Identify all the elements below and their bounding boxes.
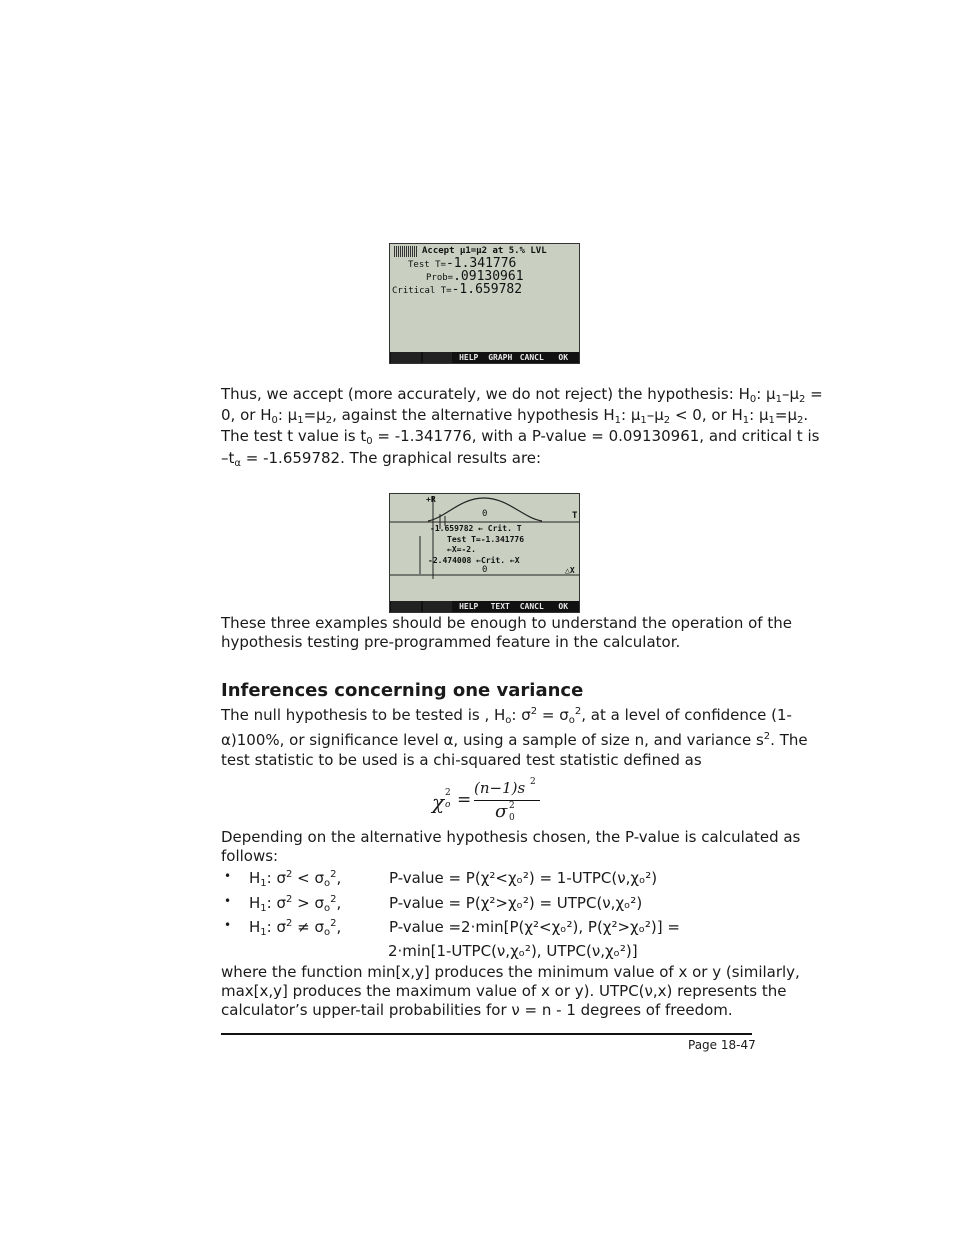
y-axis-label: +R	[426, 495, 436, 504]
footer-rule	[221, 1033, 752, 1035]
formula-den-sup: 2	[509, 801, 515, 811]
text: =	[805, 385, 823, 403]
sub: 1	[742, 415, 750, 426]
sub: 0	[749, 394, 757, 405]
text: : μ	[756, 385, 776, 403]
text: = -1.659782. The graphical results are:	[240, 449, 542, 467]
text: Thus, we accept (more accurately, we do not reject) the hypothesis: H	[221, 385, 750, 403]
text: . The	[770, 731, 808, 749]
bullet-3-condition	[249, 917, 341, 938]
text: .	[803, 406, 809, 424]
bullet-1-condition	[249, 868, 341, 889]
sub: 2	[799, 394, 806, 405]
softkey-2[interactable]	[423, 601, 453, 612]
text: ,	[336, 894, 342, 912]
sup: 2	[330, 869, 337, 880]
text: –t	[221, 449, 235, 467]
sub: o	[324, 927, 331, 938]
softkey-text[interactable]: TEXT	[486, 601, 516, 612]
row-label: Critical T=	[392, 286, 452, 296]
bullet-1-dot: •	[224, 869, 232, 883]
paragraph-min-max-line2: max[x,y] produces the maximum value of x or y). UTPC(ν,x) represents the	[221, 982, 787, 1000]
paragraph-examples-line2: hypothesis testing pre-programmed feature in the calculator.	[221, 633, 681, 651]
calculator-screen-graph	[389, 493, 580, 613]
text: ,	[336, 918, 342, 936]
section-heading: Inferences concerning one variance	[221, 680, 584, 701]
paragraph-examples-line1: These three examples should be enough to understand the operation of the	[221, 614, 792, 632]
formula-numerator: (n−1)s	[474, 779, 526, 797]
text: H	[249, 918, 261, 936]
formula-den-sub: 0	[509, 813, 515, 823]
sup: 2	[330, 918, 337, 929]
sub: o	[505, 715, 512, 726]
sup: 2	[763, 731, 771, 742]
formula-chi-sup: 2	[445, 788, 451, 798]
text: : μ	[277, 406, 298, 424]
text: =μ	[303, 406, 326, 424]
sub: 0	[366, 436, 373, 447]
screen-row-critical	[392, 283, 522, 298]
softkey-bar	[390, 601, 579, 612]
text: ,	[336, 869, 342, 887]
softkey-1[interactable]	[391, 352, 421, 363]
sub: α	[234, 458, 241, 469]
sub: 2	[797, 415, 804, 426]
paragraph-result-line3	[221, 426, 819, 447]
text: 0, or H	[221, 406, 272, 424]
section-para-line3: test statistic to be used is a chi-squared test statistic defined as	[221, 751, 702, 769]
row-value: -1.341776	[445, 256, 517, 271]
formula-equals: =	[457, 790, 472, 810]
text: H	[249, 869, 261, 887]
delta-x-label: △X	[565, 566, 575, 575]
sup: 2	[286, 894, 293, 905]
softkey-ok[interactable]: OK	[549, 601, 579, 612]
bullet-1-pvalue: P-value = P(χ²<χₒ²) = 1-UTPC(ν,χₒ²)	[389, 869, 658, 887]
text: α)100%, or significance level α, using a sample of size n, and variance s	[221, 731, 764, 749]
row-label: Test T=	[408, 260, 446, 270]
paragraph-min-max-line3: calculator’s upper-tail probabilities for ν = n - 1 degrees of freedom.	[221, 1001, 733, 1019]
sup: 2	[286, 869, 293, 880]
row-label: Prob=	[426, 273, 454, 283]
text: < σ	[292, 869, 324, 887]
sub: 2	[663, 415, 671, 426]
screen-title: Accept μ1=μ2 at 5.% LVL	[394, 246, 575, 257]
text: , against the alternative hypothesis H	[332, 406, 615, 424]
bullet-3-dot: •	[224, 918, 232, 932]
bullet-2-pvalue: P-value = P(χ²>χₒ²) = UTPC(ν,χₒ²)	[389, 894, 643, 912]
paragraph-result-line1	[221, 384, 823, 405]
softkey-1[interactable]	[391, 601, 421, 612]
text: : σ	[511, 706, 531, 724]
text: : μ	[621, 406, 641, 424]
row-value: .09130961	[453, 269, 524, 284]
softkey-bar	[390, 352, 579, 363]
text: : σ	[266, 894, 286, 912]
formula-num-sup: 2	[530, 777, 536, 787]
text: The null hypothesis to be tested is , H	[221, 706, 506, 724]
alpha-label: ←X=-2.	[447, 545, 476, 554]
bullet-2-dot: •	[224, 894, 232, 908]
text: ≠ σ	[292, 918, 324, 936]
text: = σ	[537, 706, 569, 724]
sub: 1	[260, 927, 267, 938]
sub: o	[324, 878, 331, 889]
paragraph-result-line4	[221, 448, 541, 469]
softkey-ok[interactable]: OK	[549, 352, 579, 363]
t-axis-label: T	[572, 511, 578, 521]
paragraph-pvalue-line2: follows:	[221, 847, 279, 865]
text: H	[249, 894, 261, 912]
row-value: -1.659782	[451, 282, 523, 297]
paragraph-min-max-line1: where the function min[x,y] produces the minimum value of x or y (similarly,	[221, 963, 800, 981]
text: The test t value is t	[221, 427, 367, 445]
crit-alpha-label: -2.474008 ←Crit. ←X	[428, 556, 520, 565]
text: –μ	[646, 406, 664, 424]
bullet-3-pvalue: P-value =2·min[P(χ²<χₒ²), P(χ²>χₒ²)] =	[389, 918, 680, 936]
crit-t-label: -1.659782 ← Crit. T	[430, 524, 522, 533]
sub: 2	[325, 415, 333, 426]
page-number: Page 18-47	[688, 1038, 756, 1052]
formula-chi: χ	[432, 790, 445, 814]
softkey-graph[interactable]: GRAPH	[486, 352, 516, 363]
softkey-2[interactable]	[423, 352, 453, 363]
text: –μ	[781, 385, 800, 403]
formula-denominator: σ	[495, 801, 508, 822]
section-para-line2	[221, 730, 808, 751]
softkey-cancel[interactable]: CANCL	[517, 601, 547, 612]
text: = -1.341776, with a P-value = 0.09130961, and critical t is	[372, 427, 820, 445]
softkey-help[interactable]: HELP	[454, 601, 484, 612]
calculator-screen-result	[389, 243, 580, 364]
sub: 1	[260, 903, 267, 914]
sub: 1	[640, 415, 647, 426]
section-para-line1	[221, 705, 792, 726]
paragraph-result-line2	[221, 405, 808, 426]
text: < 0, or H	[670, 406, 743, 424]
bullet-2-condition	[249, 893, 341, 914]
softkey-cancel[interactable]: CANCL	[517, 352, 547, 363]
sup: 2	[286, 918, 293, 929]
sub: 1	[260, 878, 267, 889]
sub: 1	[297, 415, 304, 426]
zero-label-bottom: 0	[482, 565, 488, 575]
softkey-help[interactable]: HELP	[454, 352, 484, 363]
sub: o	[324, 903, 331, 914]
sup: 2	[530, 706, 538, 717]
sup: 2	[330, 894, 337, 905]
paragraph-pvalue-line1: Depending on the alternative hypothesis chosen, the P-value is calculated as	[221, 828, 801, 846]
sub: 1	[775, 394, 782, 405]
sub: 1	[614, 415, 621, 426]
chi-square-formula	[432, 776, 552, 826]
formula-chi-sub: o	[445, 800, 451, 810]
text: : σ	[266, 918, 286, 936]
text: , at a level of confidence (1-	[581, 706, 792, 724]
zero-label-top: 0	[482, 509, 488, 519]
sub: 0	[271, 415, 278, 426]
text: : σ	[266, 869, 286, 887]
text: : μ	[749, 406, 769, 424]
sub: o	[568, 715, 575, 726]
test-t-label: Test T=-1.341776	[447, 535, 525, 544]
sub: 1	[768, 415, 775, 426]
text: > σ	[292, 894, 324, 912]
bullet-3-pvalue-cont: 2·min[1-UTPC(ν,χₒ²), UTPC(ν,χₒ²)]	[388, 942, 638, 960]
text: =μ	[774, 406, 797, 424]
sup: 2	[574, 706, 582, 717]
